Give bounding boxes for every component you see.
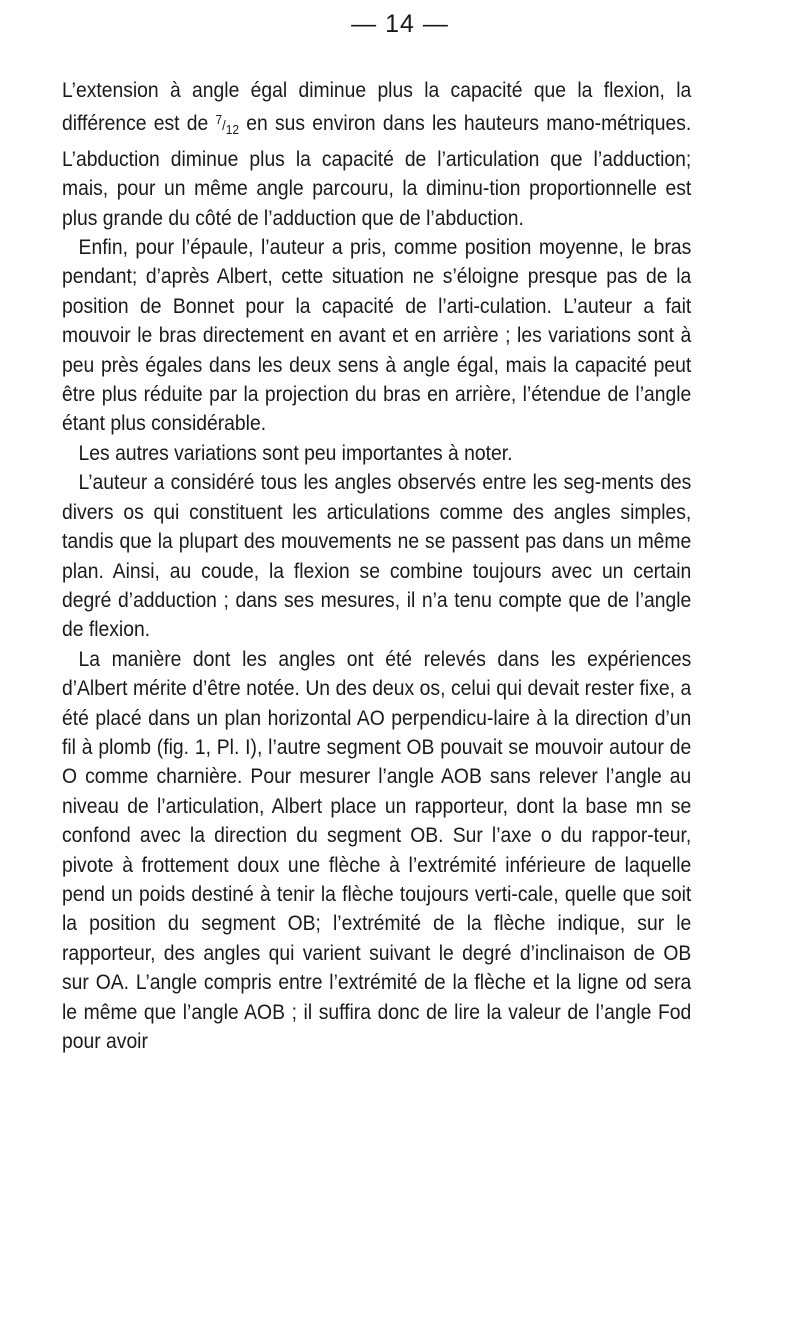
body-text xyxy=(62,76,691,1056)
paragraph-1 xyxy=(62,76,691,233)
paragraph-2: Enfin, pour l’épaule, l’auteur a pris, comme position moyenne, le bras pendant; d’après Albert, cette situation ne s’éloigne presque pas de la position de Bonnet pour la capacité de l’arti-culation. L’auteur a fait mouvoir le bras directement en avant et en arrière ; les variations sont à peu près égales dans les deux sens à angle égal, mais la capacité peut être plus réduite par la projection du bras en arrière, l’étendue de l’angle étant plus considérable. xyxy=(62,236,692,436)
paragraph-5: La manière dont les angles ont été relevés dans les expériences d’Albert mérite d’être notée. Un des deux os, celui qui devait rester fixe, a été placé dans un plan horizontal AO perpendicu-laire à la direction d’un fil à plomb (fig. 1, Pl. I), l’autre segment OB pouvait se mouvoir autour de O comme charnière. Pour mesurer l’angle AOB sans relever l’angle au niveau de l’articulation, Albert place un rapporteur, dont la base mn se confond avec la direction du segment OB. Sur l’axe o du rappor-teur, pivote à frottement doux une flèche à l’extrémité inférieure de laquelle pend un poids destiné à tenir la flèche toujours verti-cale, quelle que soit la position du segment OB; l’extrémité de la flèche indique, sur le rapporteur, des angles qui varient suivant le degré d’inclinaison de OB sur OA. L’angle compris entre l’extrémité de la flèche et la ligne od sera le même que l’angle AOB ; il suffira donc de lire la valeur de l’angle Fod pour avoir xyxy=(62,647,692,1053)
fraction-denominator: 12 xyxy=(225,122,239,138)
paragraph-1-before: L’extension à angle égal diminue plus la capacité que la flexion, la différence est de xyxy=(62,79,692,136)
page-number-header: — 14 — xyxy=(351,10,449,38)
fraction: $^7/_{12}$ xyxy=(215,112,239,138)
fraction-numerator: 7 xyxy=(215,112,223,128)
paragraph-4: L’auteur a considéré tous les angles observés entre les seg-ments des divers os qui constituent les articulations comme des angles simples, tandis que la plupart des mouvements ne se passent pas dans un même plan. Ainsi, au coude, la flexion se combine toujours avec un certain degré d’adduction ; dans ses mesures, il n’a tenu compte que de l’angle de flexion. xyxy=(62,471,692,642)
paragraph-1-after: en sus environ dans les hauteurs mano-métriques. L’abduction diminue plus la capacité de l’articulation que l’adduction; mais, pour un même angle parcouru, la diminu-tion proportionnelle est plus grande du côté de l’adduction que de l’abduction. xyxy=(62,112,692,230)
paragraph-3: Les autres variations sont peu importantes à noter. xyxy=(78,441,513,465)
